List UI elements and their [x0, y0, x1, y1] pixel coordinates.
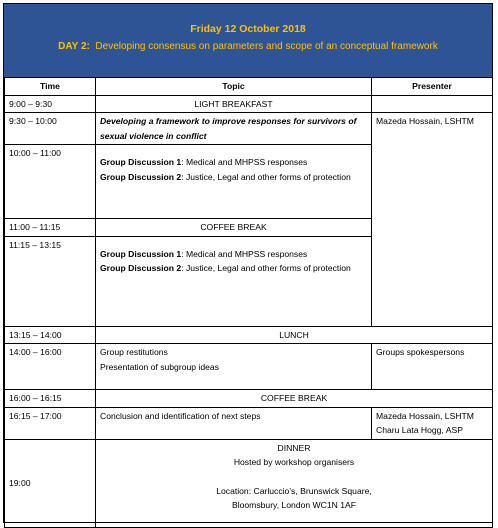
- row-time: 16:00 – 16:15: [5, 390, 96, 408]
- row-topic: [96, 439, 493, 527]
- row-time: 11:00 – 11:15: [5, 219, 96, 237]
- agenda-day-title: [4, 41, 492, 52]
- row-topic: COFFEE BREAK: [96, 390, 493, 408]
- row-topic: LIGHT BREAKFAST: [96, 95, 372, 113]
- agenda-table: [4, 77, 493, 528]
- row-topic: [96, 236, 372, 326]
- row-presenter: [372, 95, 493, 113]
- gd2-label: Group Discussion 2: [100, 263, 182, 273]
- group-discussion-1: [100, 155, 367, 170]
- row-topic: [96, 145, 372, 219]
- col-time: Time: [5, 78, 96, 96]
- row-topic: [96, 344, 372, 390]
- row-time: 13:15 – 14:00: [5, 326, 96, 344]
- row-time: 14:00 – 16:00: [5, 344, 96, 390]
- row-time: 9:00 – 9:30: [5, 95, 96, 113]
- col-presenter: Presenter: [372, 78, 493, 96]
- table-row: [5, 407, 493, 439]
- gd2-label: Group Discussion 2: [100, 171, 182, 182]
- row-time: 16:15 – 17:00: [5, 407, 96, 439]
- table-row: [5, 236, 493, 326]
- agenda-date: Friday 12 October 2018: [190, 23, 306, 35]
- topic-line: Group restitutions: [100, 347, 168, 357]
- row-topic: COFFEE BREAK: [96, 219, 372, 237]
- gd1-label: Group Discussion 1: [100, 248, 182, 259]
- agenda-header: [4, 4, 492, 77]
- group-discussion-2: [100, 170, 367, 185]
- row-topic: LUNCH: [96, 326, 493, 344]
- group-discussion-1: [100, 247, 367, 262]
- row-time: 11:15 – 13:15: [5, 236, 96, 326]
- agenda-page: [3, 3, 493, 523]
- row-time: [5, 439, 96, 527]
- gd2-text: : Justice, Legal and other forms of protection: [181, 263, 351, 273]
- dinner-location: Location: Carluccio’s, Brunswick Square,: [216, 485, 372, 496]
- row-presenter: [372, 407, 493, 439]
- row-time: 10:00 – 11:00: [5, 145, 96, 219]
- gd1-label: Group Discussion 1: [100, 157, 182, 167]
- row-presenter: Groups spokespersons: [372, 344, 493, 390]
- gd1-text: : Medical and MHPSS responses: [181, 157, 308, 167]
- table-header-row: [5, 78, 493, 96]
- table-row: [5, 439, 493, 527]
- topic-line: Presentation of subgroup ideas: [100, 361, 219, 372]
- table-row: [5, 344, 493, 390]
- dinner-title: DINNER: [277, 442, 311, 453]
- table-row: [5, 326, 493, 344]
- day-label: DAY 2:: [58, 41, 90, 52]
- presenter-line: Charu Lata Hogg, ASP: [376, 425, 463, 435]
- table-row: [5, 390, 493, 408]
- day-title-text: Developing consensus on parameters and scope of an conceptual framework: [95, 41, 438, 52]
- gd2-text: : Justice, Legal and other forms of protection: [181, 171, 351, 182]
- group-discussion-2: [100, 261, 367, 276]
- row-presenter: Mazeda Hossain, LSHTM: [372, 113, 493, 237]
- row-time: 9:30 – 10:00: [5, 113, 96, 145]
- row-time-text: 19:00: [9, 477, 31, 488]
- dinner-host: Hosted by workshop organisers: [233, 457, 355, 467]
- row-presenter: [372, 236, 493, 326]
- row-topic: Conclusion and identification of next steps: [96, 407, 372, 439]
- col-topic: Topic: [96, 78, 372, 96]
- presenter-line: Mazeda Hossain, LSHTM: [376, 410, 474, 421]
- table-row: [5, 95, 493, 113]
- gd1-text: : Medical and MHPSS responses: [181, 248, 308, 259]
- table-row: [5, 113, 493, 145]
- row-topic: Developing a framework to improve responses for survivors of sexual violence in conflict: [96, 113, 372, 145]
- dinner-address: Bloomsbury, London WC1N 1AF: [231, 500, 357, 510]
